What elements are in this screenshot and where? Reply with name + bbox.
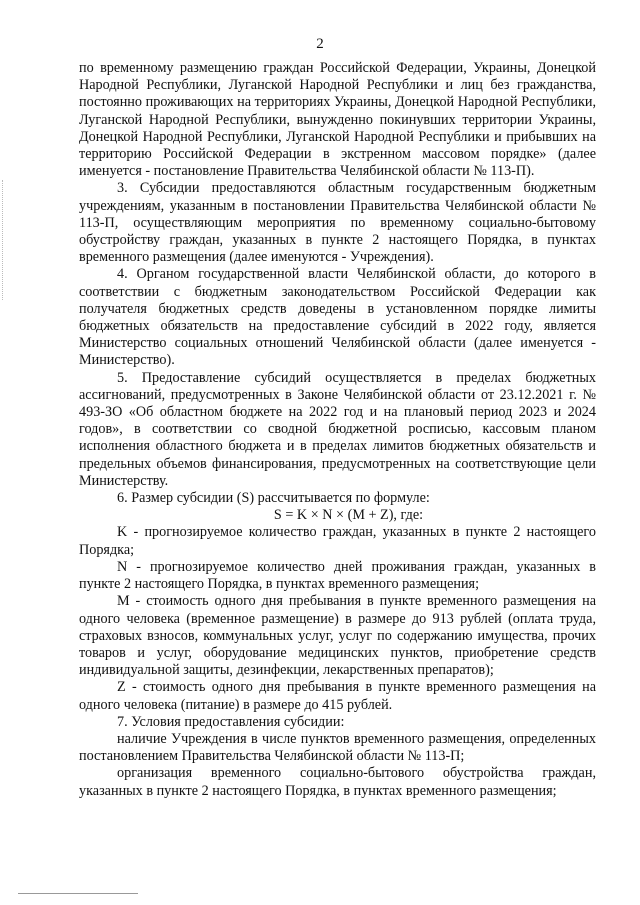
footer-rule xyxy=(18,893,138,894)
condition-2: организация временного социально-бытового обустройства граждан, указанных в пункте 2 настоящего Порядка, в пунктах временного размещения; xyxy=(79,765,596,799)
definition-m: M - стоимость одного дня пребывания в пункте временного размещения на одного человека (временное размещение) в размере до 913 рублей (оплата труда, страховых взносов, коммунальных услуг, услуг по содержанию имущества, прочих товаров и услуг, оборудование медицинских пунктов, приобретение средств индивидуальной защиты, дезинфекции, лекарственных препаратов); xyxy=(79,593,596,679)
paragraph-continuation: по временному размещению граждан Российской Федерации, Украины, Донецкой Народной Республики, Луганской Народной Республики и лиц без гражданства, постоянно проживающих на территориях Украины, Донецкой Народной Республики, Луганской Народной Республики, вынужденно покинувших территории Украины, Донецкой Народной Республики, Луганской Народной Республики и прибывших на территорию Российской Федерации в экстренном массовом порядке» (далее именуется - постановление Правительства Челябинской области № 113-П). xyxy=(79,60,596,180)
paragraph-5: 5. Предоставление субсидий осуществляется в пределах бюджетных ассигнований, предусмотренных в Законе Челябинской области от 23.12.2021 г. № 493-ЗО «Об областном бюджете на 2022 год и на плановый период 2023 и 2024 годов», в соответствии со сводной бюджетной росписью, кассовым планом исполнения областного бюджета и в пределах лимитов бюджетных обязательств и предельных объемов финансирования, предусмотренных на соответствующие цели Министерству. xyxy=(79,369,596,489)
page-number: 2 xyxy=(316,36,324,52)
document-body xyxy=(79,60,596,800)
paragraph-4: 4. Органом государственной власти Челябинской области, до которого в соответствии с бюджетным законодательством Российской Федерации как получателя бюджетных средств доведены в установленном порядке лимиты бюджетных обязательств на предоставление субсидий в 2022 году, является Министерство социальных отношений Челябинской области (далее именуется - Министерство). xyxy=(79,266,596,369)
definition-z: Z - стоимость одного дня пребывания в пункте временного размещения на одного человека (питание) в размере до 415 рублей. xyxy=(79,679,596,713)
condition-1: наличие Учреждения в числе пунктов временного размещения, определенных постановлением Правительства Челябинской области № 113-П; xyxy=(79,730,596,765)
paragraph-7: 7. Условия предоставления субсидии: xyxy=(117,713,345,730)
definition-k: K - прогнозируемое количество граждан, указанных в пункте 2 настоящего Порядка; xyxy=(79,524,596,558)
formula: S = K × N × (M + Z), где: xyxy=(273,507,424,524)
definition-n: N - прогнозируемое количество дней проживания граждан, указанных в пункте 2 настоящего Порядка, в пунктах временного размещения; xyxy=(79,558,596,593)
paragraph-3: 3. Субсидии предоставляются областным государственным бюджетным учреждениям, указанным в постановлении Правительства Челябинской области № 113-П, осуществляющим мероприятия по временному социально-бытовому обустройству граждан, указанных в пункте 2 настоящего Порядка, в пунктах временного размещения (далее именуются - Учреждения). xyxy=(79,180,596,266)
paragraph-6: 6. Размер субсидии (S) рассчитывается по формуле: xyxy=(117,490,430,507)
margin-scan-line xyxy=(2,180,3,300)
